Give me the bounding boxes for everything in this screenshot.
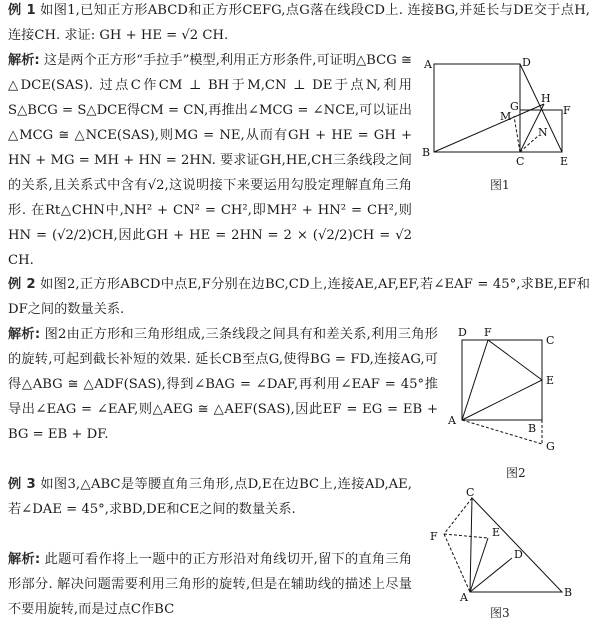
fig3-label-d: D	[514, 548, 523, 561]
example-2-analysis-label: 解析:	[8, 327, 41, 342]
fig2-label-a: A	[448, 414, 456, 427]
figure-1	[420, 52, 592, 170]
fig2-line-ef	[488, 340, 542, 380]
fig1-label-f: F	[563, 104, 571, 117]
fig2-square-abcd	[462, 340, 542, 420]
fig3-line-fe	[444, 534, 488, 538]
fig2-label-b: B	[528, 422, 537, 435]
fig2-label-e: E	[546, 374, 555, 387]
fig3-label-b: B	[564, 586, 573, 599]
fig1-label-c: C	[516, 155, 525, 168]
example-1-analysis-text: 这是两个正方形“手拉手”模型,利用正方形条件,可证明△BCG ≅ △DCE(SAS). 过点C作CM ⊥ BH于M,CN ⊥ DE于点N,利用S△BCG = S△DCE得CM = CN,再推出∠MCG = ∠NCE,可以证出△MCG ≅ △NCE(SAS),则MG = NE,从而有GH + HE = GH + HN + MG = MH + HN = 2HN. 要求证GH,HE,CH三条线段之间的关系,且关系式中含有√2,这说明接下来要运用勾股定理解直角三角形. 在Rt△CHN中,NH² + CN² = CH²,即MH² + HN² = CH²,则HN = (√2/2)CH,因此GH + HE = 2HN = 2 × (√2/2)CH = √2 CH.	[8, 53, 412, 268]
fig1-label-h: H	[541, 92, 551, 105]
example-3-text: 如图3,△ABC是等腰直角三角形,点D,E在边BC上,连接AD,AE,若∠DAE = 45°,求BD,DE和CE之间的数量关系.	[8, 477, 412, 517]
example-1-analysis-label: 解析:	[8, 53, 40, 68]
figure-3	[426, 486, 596, 602]
example-1-problem	[8, 0, 590, 48]
fig2-line-af	[462, 340, 488, 420]
fig3-line-af	[444, 534, 470, 592]
fig1-label-a: A	[424, 58, 432, 71]
fig1-line-cm	[514, 116, 520, 152]
fig3-label-a: A	[460, 591, 468, 602]
example-1-analysis	[8, 48, 412, 273]
fig1-square-abcd	[434, 64, 520, 152]
fig2-label-f: F	[484, 326, 492, 339]
figure-1-caption: 图1	[490, 178, 510, 192]
example-1-text: 如图1,已知正方形ABCD和正方形CEFG,点G落在线段CD上. 连接BG,并延长与DE交于点H,连接CH. 求证: GH + HE = √2 CH.	[8, 3, 590, 43]
example-3-analysis	[8, 547, 412, 622]
example-2-analysis	[8, 322, 438, 447]
example-3-problem	[8, 472, 412, 522]
example-3-label: 例 3	[8, 477, 36, 492]
example-2-label: 例 2	[8, 277, 36, 292]
figure-2	[442, 322, 594, 452]
fig3-label-f: F	[430, 530, 438, 543]
figure-2-caption: 图2	[506, 466, 526, 480]
example-2-analysis-text: 图2由正方形和三角形组成,三条线段之间具有和差关系,利用三角形的旋转,可起到截长补短的效果. 延长CB至点G,使得BG = FD,连接AG,可得△ABG ≅ △ADF(SAS),得到∠BAG = ∠DAF,再利用∠EAF = 45°推导出∠EAG = ∠EAF,则△AEG ≅ △AEF(SAS),因此EF = EG = EB + BG = EB + DF.	[8, 327, 438, 442]
fig2-line-ae	[462, 380, 542, 420]
example-2-text: 如图2,正方形ABCD中点E,F分别在边BC,CD上,连接AE,AF,EF,若∠EAF = 45°,求BE,EF和DF之间的数量关系.	[8, 277, 590, 317]
fig1-label-e: E	[560, 155, 569, 168]
fig2-label-c: C	[546, 334, 555, 347]
example-2-problem	[8, 272, 590, 322]
fig3-triangle-abc	[470, 498, 562, 592]
fig3-line-cf	[444, 498, 472, 534]
example-3-analysis-text: 此题可看作将上一题中的正方形沿对角线切开,留下的直角三角形部分. 解决问题需要利用三角形的旋转,但是在辅助线的描述上尽量不要用旋转,而是过点C作BC	[8, 552, 412, 617]
fig1-label-b: B	[422, 146, 431, 159]
fig2-label-g: G	[546, 440, 555, 452]
fig1-label-m: M	[500, 110, 512, 123]
example-1-label: 例 1	[8, 3, 36, 18]
fig3-label-c: C	[466, 486, 475, 499]
fig1-label-g: G	[510, 100, 519, 113]
fig3-line-ad	[470, 558, 512, 592]
fig1-label-d: D	[522, 56, 531, 69]
fig3-line-ae	[470, 538, 488, 592]
fig2-label-d: D	[458, 326, 467, 339]
example-3-analysis-label: 解析:	[8, 552, 41, 567]
fig1-line-cn	[520, 136, 538, 152]
figure-3-caption: 图3	[490, 606, 510, 620]
fig3-label-e: E	[492, 526, 501, 539]
fig1-label-n: N	[538, 126, 548, 139]
